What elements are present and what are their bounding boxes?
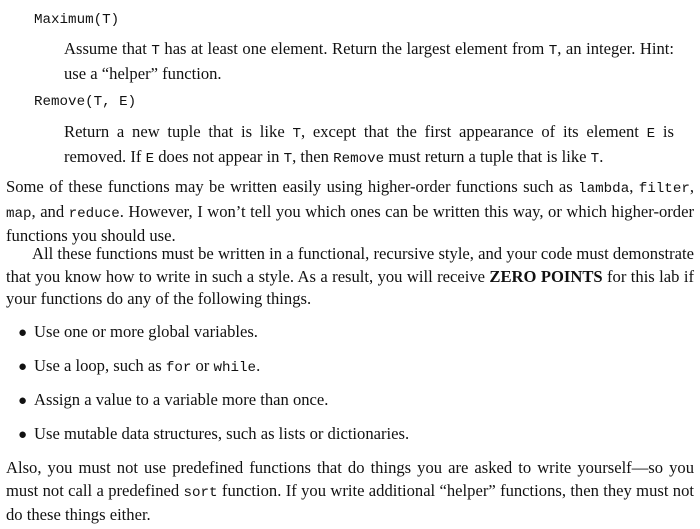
list-item: ● Use a loop, such as for or while. bbox=[18, 355, 678, 380]
list-item: ● Assign a value to a variable more than once. bbox=[18, 389, 678, 413]
remove-signature: Remove(T, E) bbox=[34, 94, 137, 110]
list-item: ● Use one or more global variables. bbox=[18, 321, 678, 345]
list-item: ● Use mutable data structures, such as lists or dictionaries. bbox=[18, 423, 678, 447]
remove-description: Return a new tuple that is like T, except that the first appearance of its element E is removed. If E does not appear in T, then Remove must return a tuple that is like T. bbox=[64, 122, 675, 167]
requirements-paragraph: All these functions must be written in a functional, recursive style, and your code must demonstrate that you know how to write in such a style. As a result, you will receive ZERO POINTS for this lab if your functions do any of the following things. bbox=[6, 244, 694, 308]
predefined-functions-paragraph: Also, you must not use predefined functions that do things you are asked to write yourself—so you must not call a predefined sort function. If you write additional “helper” functions, then they must not do these things either. bbox=[6, 458, 694, 524]
bullet-icon: ● bbox=[18, 359, 28, 375]
bullet-icon: ● bbox=[18, 393, 28, 409]
zero-points-emphasis: ZERO POINTS bbox=[489, 266, 603, 286]
higher-order-paragraph: Some of these functions may be written easily using higher-order functions such as lambda, filter, map, and reduce. However, I won’t tell you which ones can be written this way, or which higher-order functions you should use. bbox=[6, 177, 695, 245]
maximum-signature: Maximum(T) bbox=[34, 12, 120, 28]
maximum-description: Assume that T has at least one element. Return the largest element from T, an integer. Hint: use a “helper” function. bbox=[64, 39, 675, 83]
bullet-icon: ● bbox=[18, 325, 28, 341]
bullet-icon: ● bbox=[18, 427, 28, 443]
